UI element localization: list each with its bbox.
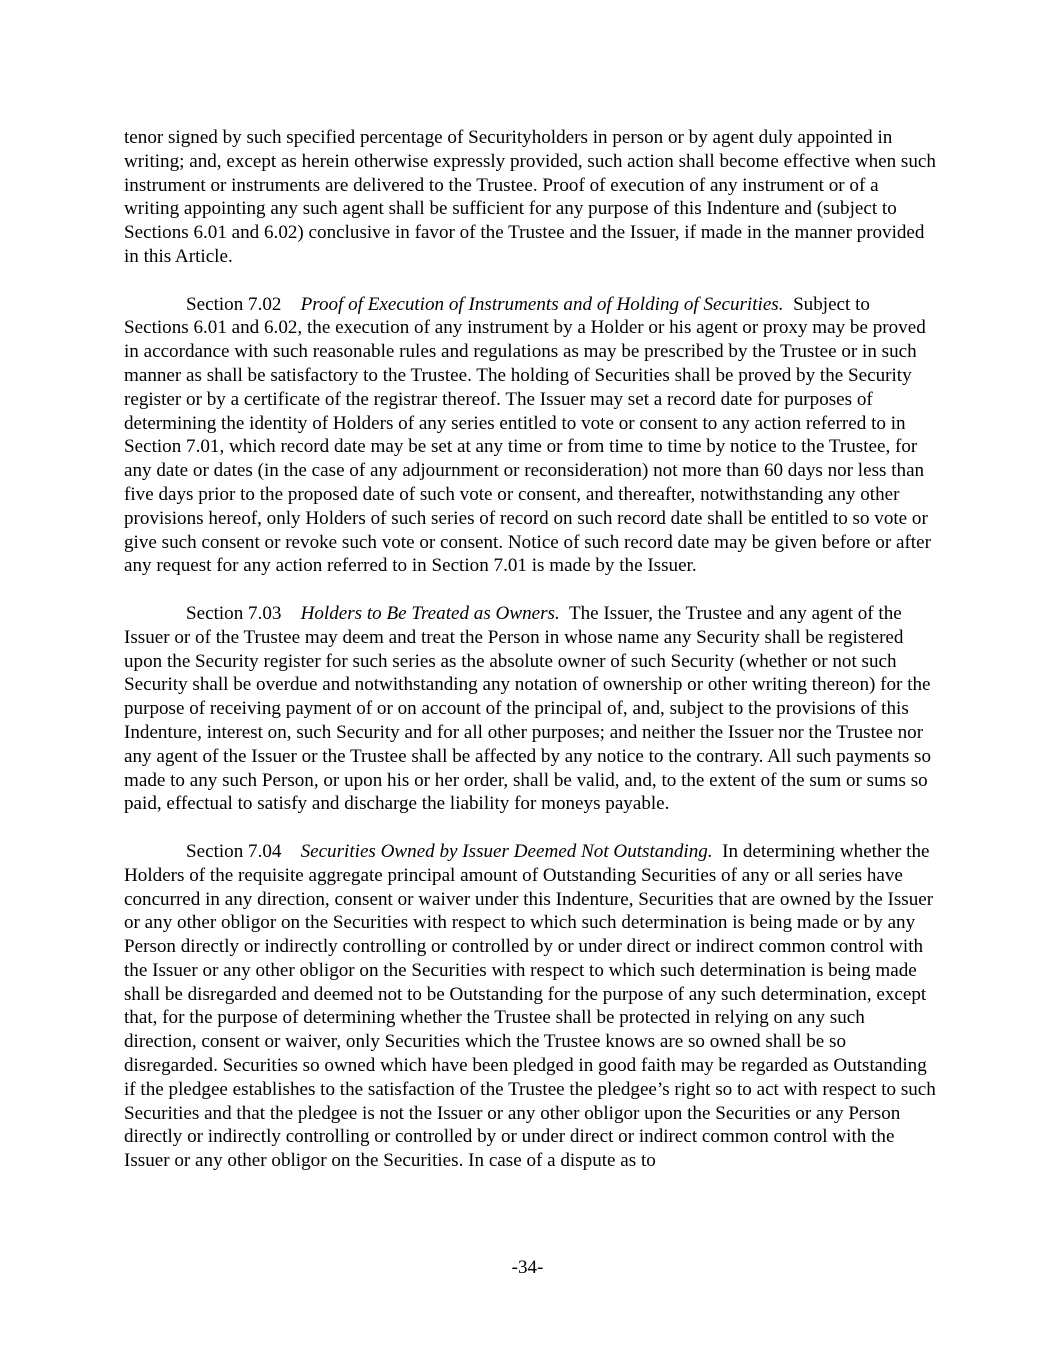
section-number: Section 7.02	[186, 293, 282, 315]
section-7-04-paragraph	[124, 840, 936, 1173]
paragraph-text: Subject to Sections 6.01 and 6.02, the execution of any instrument by a Holder or his agent or proxy may be proved in accordance with such reasonable rules and regulations as may be prescribed by the Trustee or in such manner as shall be satisfactory to the Trustee. The holding of Securities shall be proved by the Security register or by a certificate of the registrar thereof. The Issuer may set a record date for purposes of determining the identity of Holders of any series entitled to vote or consent to any action referred to in Section 7.01, which record date may be set at any time or from time to time by notice to the Trustee, for any date or dates (in the case of any adjournment or reconsideration) not more than 60 days nor less than five days prior to the proposed date of such vote or consent, and thereafter, notwithstanding any other provisions hereof, only Holders of such series of record on such record date shall be entitled to so vote or give such consent or revoke such vote or consent. Notice of such record date may be given before or after any request for any action referred to in Section 7.01 is made by the Issuer.	[124, 293, 931, 577]
section-heading: Proof of Execution of Instruments and of Holding of Securities.	[300, 293, 784, 315]
paragraph-text: tenor signed by such specified percentage of Securityholders in person or by agent duly appointed in writing; and, except as herein otherwise expressly provided, such action shall become effective when such instrument or instruments are delivered to the Trustee. Proof of execution of any instrument or of a writing appointing any such agent shall be sufficient for any purpose of this Indenture and (subject to Sections 6.01 and 6.02) conclusive in favor of the Trustee and the Issuer, if made in the manner provided in this Article.	[124, 127, 936, 267]
document-body	[124, 126, 936, 1197]
section-7-02-paragraph	[124, 293, 936, 579]
paragraph-text: The Issuer, the Trustee and any agent of the Issuer or of the Trustee may deem and treat the Person in whose name any Security shall be registered upon the Security register for such series as the absolute owner of such Security (whether or not such Security shall be overdue and notwithstanding any notation of ownership or other writing thereon) for the purpose of receiving payment of or on account of the principal of, and, subject to the provisions of this Indenture, interest on, such Security and for all other purposes; and neither the Issuer nor the Trustee nor any agent of the Issuer or the Trustee shall be affected by any notice to the contrary. All such payments so made to any such Person, or upon his or her order, shall be valid, and, to the extent of the sum or sums so paid, effectual to satisfy and discharge the liability for moneys payable.	[124, 602, 932, 815]
section-heading: Holders to Be Treated as Owners.	[300, 602, 560, 624]
paragraph-continuation	[124, 126, 936, 269]
section-number: Section 7.04	[186, 840, 282, 862]
page-number: -34-	[511, 1257, 544, 1278]
section-number: Section 7.03	[186, 602, 282, 624]
paragraph-text: In determining whether the Holders of the requisite aggregate principal amount of Outstanding Securities of any or all series have concurred in any direction, consent or waiver under this Indenture, Securities that are owned by the Issuer or any other obligor on the Securities with respect to which such determination is being made or by any Person directly or indirectly controlling or controlled by or under direct or indirect common control with the Issuer or any other obligor on the Securities with respect to which such determination is being made shall be disregarded and deemed not to be Outstanding for the purpose of any such determination, except that, for the purpose of determining whether the Trustee shall be protected in relying on any such direction, consent or waiver, only Securities which the Trustee knows are so owned shall be so disregarded. Securities so owned which have been pledged in good faith may be regarded as Outstanding if the pledgee establishes to the satisfaction of the Trustee the pledgee’s right so to act with respect to such Securities and that the pledgee is not the Issuer or any other obligor upon the Securities or any Person directly or indirectly controlling or controlled by or under direct or indirect common control with the Issuer or any other obligor on the Securities. In case of a dispute as to	[124, 840, 936, 1172]
section-heading: Securities Owned by Issuer Deemed Not Outstanding.	[300, 840, 713, 862]
section-7-03-paragraph	[124, 602, 936, 816]
